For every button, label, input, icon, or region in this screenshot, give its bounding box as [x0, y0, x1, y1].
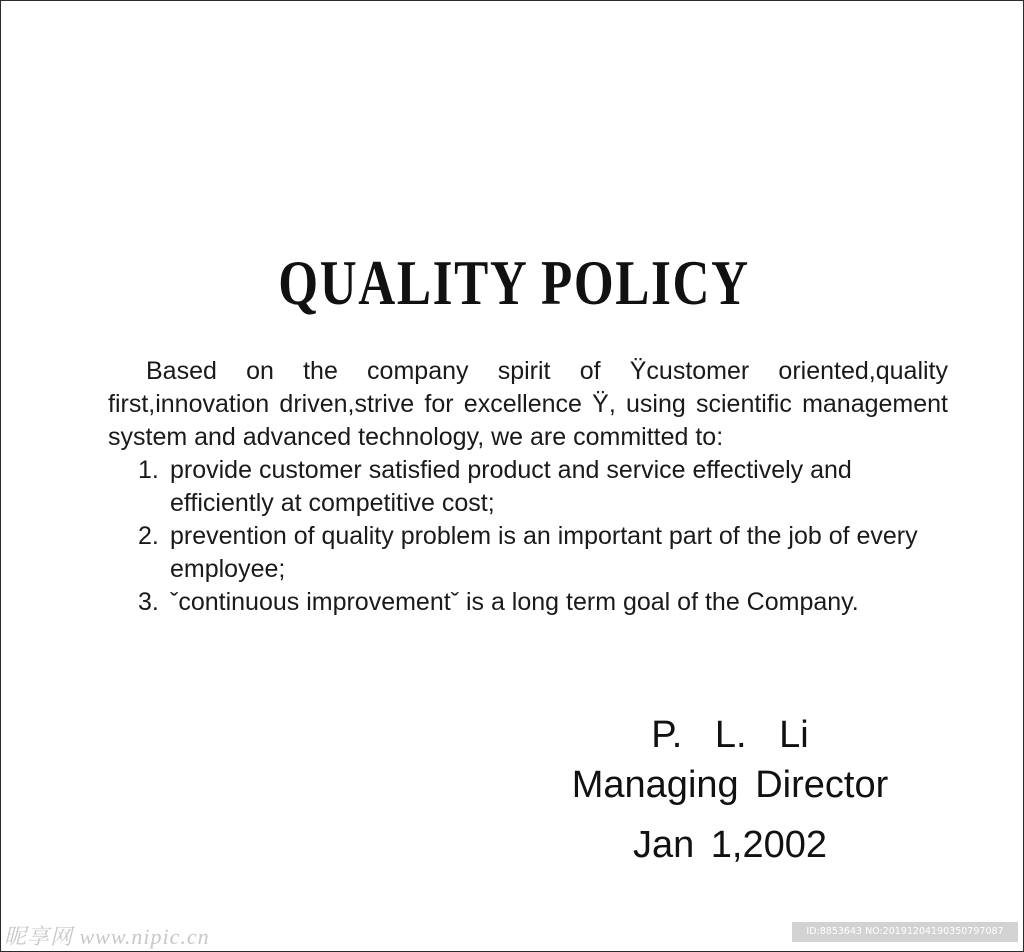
- list-item: [108, 586, 948, 619]
- list-item-text: ˇcontinuous improvementˇ is a long term goal of the Company.: [170, 588, 859, 616]
- list-item-number: 3.: [138, 588, 159, 616]
- intro-paragraph: Based on the company spirit of Ÿcustomer oriented,quality first,innovation driven,strive for excellence Ÿ, using scientific management system and advanced technology, we are committed to:: [108, 357, 948, 451]
- signatory-name: P. L. Li: [651, 714, 809, 756]
- policy-body: [108, 355, 948, 619]
- image-id-badge: ID:8853643 NO:20191204190350797087: [792, 922, 1018, 942]
- commitment-list: [108, 454, 948, 619]
- list-item-text: provide customer satisfied product and service effectively and efficiently at competitive cost;: [170, 456, 852, 517]
- list-item-number: 1.: [138, 456, 159, 484]
- list-item: [108, 454, 948, 520]
- list-item-number: 2.: [138, 522, 159, 550]
- page-title: QUALITY POLICY: [278, 247, 750, 318]
- signature-date: Jan 1,2002: [632, 824, 828, 866]
- list-item: [108, 520, 948, 586]
- watermark-logo: 昵享网 www.nipic.cn: [4, 924, 210, 949]
- list-item-text: prevention of quality problem is an important part of the job of every employee;: [170, 522, 918, 583]
- signatory-title: Managing Director: [571, 764, 889, 806]
